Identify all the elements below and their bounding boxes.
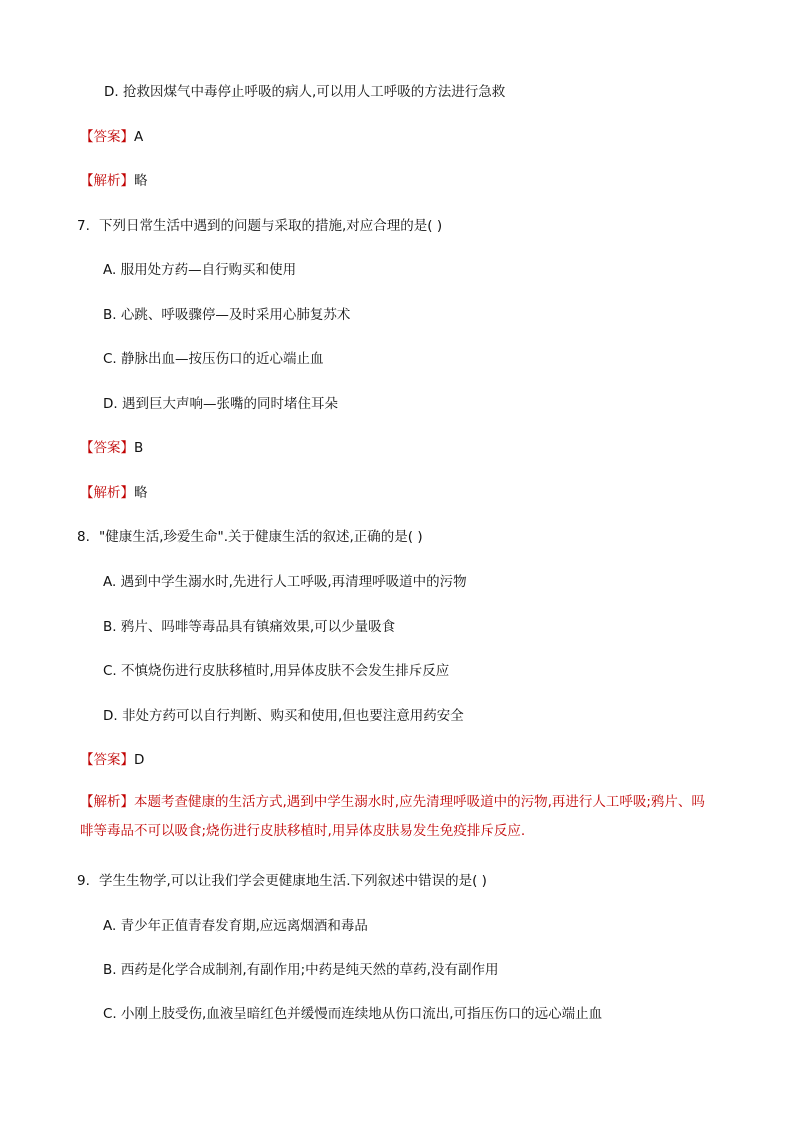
answer-value: B	[134, 440, 144, 456]
q8-option-c: C. 不慎烧伤进行皮肤移植时,用异体皮肤不会发生排斥反应	[103, 663, 450, 679]
question-number: 9.	[77, 873, 90, 889]
q7-analysis	[80, 484, 148, 502]
q8-stem	[77, 528, 423, 546]
q9-option-a: A. 青少年正值青春发育期,应远离烟酒和毒品	[103, 918, 368, 934]
q9-option-b: B. 西药是化学合成制剂,有副作用;中药是纯天然的草药,没有副作用	[103, 962, 499, 978]
answer-tag: 【答案】	[80, 129, 134, 145]
answer-value: D	[134, 752, 145, 768]
q7-answer	[80, 439, 143, 457]
q8-option-d: D. 非处方药可以自行判断、购买和使用,但也要注意用药安全	[103, 708, 464, 724]
q7-option-d: D. 遇到巨大声响—张嘴的同时堵住耳朵	[103, 396, 338, 412]
q8-answer	[80, 751, 144, 769]
answer-tag: 【答案】	[80, 752, 134, 768]
q7-option-b: B. 心跳、呼吸骤停—及时采用心肺复苏术	[103, 307, 351, 323]
q6-option-d: D. 抢救因煤气中毒停止呼吸的病人,可以用人工呼吸的方法进行急救	[104, 84, 506, 100]
q9-stem	[77, 872, 487, 890]
answer-value: A	[134, 129, 144, 145]
q8-option-a: A. 遇到中学生溺水时,先进行人工呼吸,再清理呼吸道中的污物	[103, 574, 467, 590]
question-text: 学生生物学,可以让我们学会更健康地生活.下列叙述中错误的是( )	[99, 873, 487, 889]
analysis-text: 略	[134, 485, 148, 501]
q7-option-c: C. 静脉出血—按压伤口的近心端止血	[103, 351, 324, 367]
q8-option-b: B. 鸦片、吗啡等毒品具有镇痛效果,可以少量吸食	[103, 619, 396, 635]
q6-answer	[80, 128, 143, 146]
question-number: 8.	[77, 529, 90, 545]
question-text: "健康生活,珍爱生命".关于健康生活的叙述,正确的是( )	[99, 529, 423, 545]
analysis-text: 略	[134, 173, 148, 189]
analysis-tag: 【解析】	[80, 485, 134, 501]
q8-analysis	[80, 788, 716, 846]
answer-tag: 【答案】	[80, 440, 134, 456]
q7-stem	[77, 217, 442, 235]
analysis-tag: 【解析】	[80, 794, 134, 810]
q7-option-a: A. 服用处方药—自行购买和使用	[103, 262, 297, 278]
q6-analysis	[80, 172, 148, 190]
q9-option-c: C. 小刚上肢受伤,血液呈暗红色并缓慢而连续地从伤口流出,可指压伤口的远心端止血	[103, 1006, 603, 1022]
question-text: 下列日常生活中遇到的问题与采取的措施,对应合理的是( )	[99, 218, 443, 234]
question-number: 7.	[77, 218, 90, 234]
analysis-tag: 【解析】	[80, 173, 134, 189]
analysis-text: 本题考查健康的生活方式,遇到中学生溺水时,应先清理呼吸道中的污物,再进行人工呼吸;鸦片、吗啡等毒品不可以吸食;烧伤进行皮肤移植时,用异体皮肤易发生免疫排斥反应.	[80, 794, 705, 839]
